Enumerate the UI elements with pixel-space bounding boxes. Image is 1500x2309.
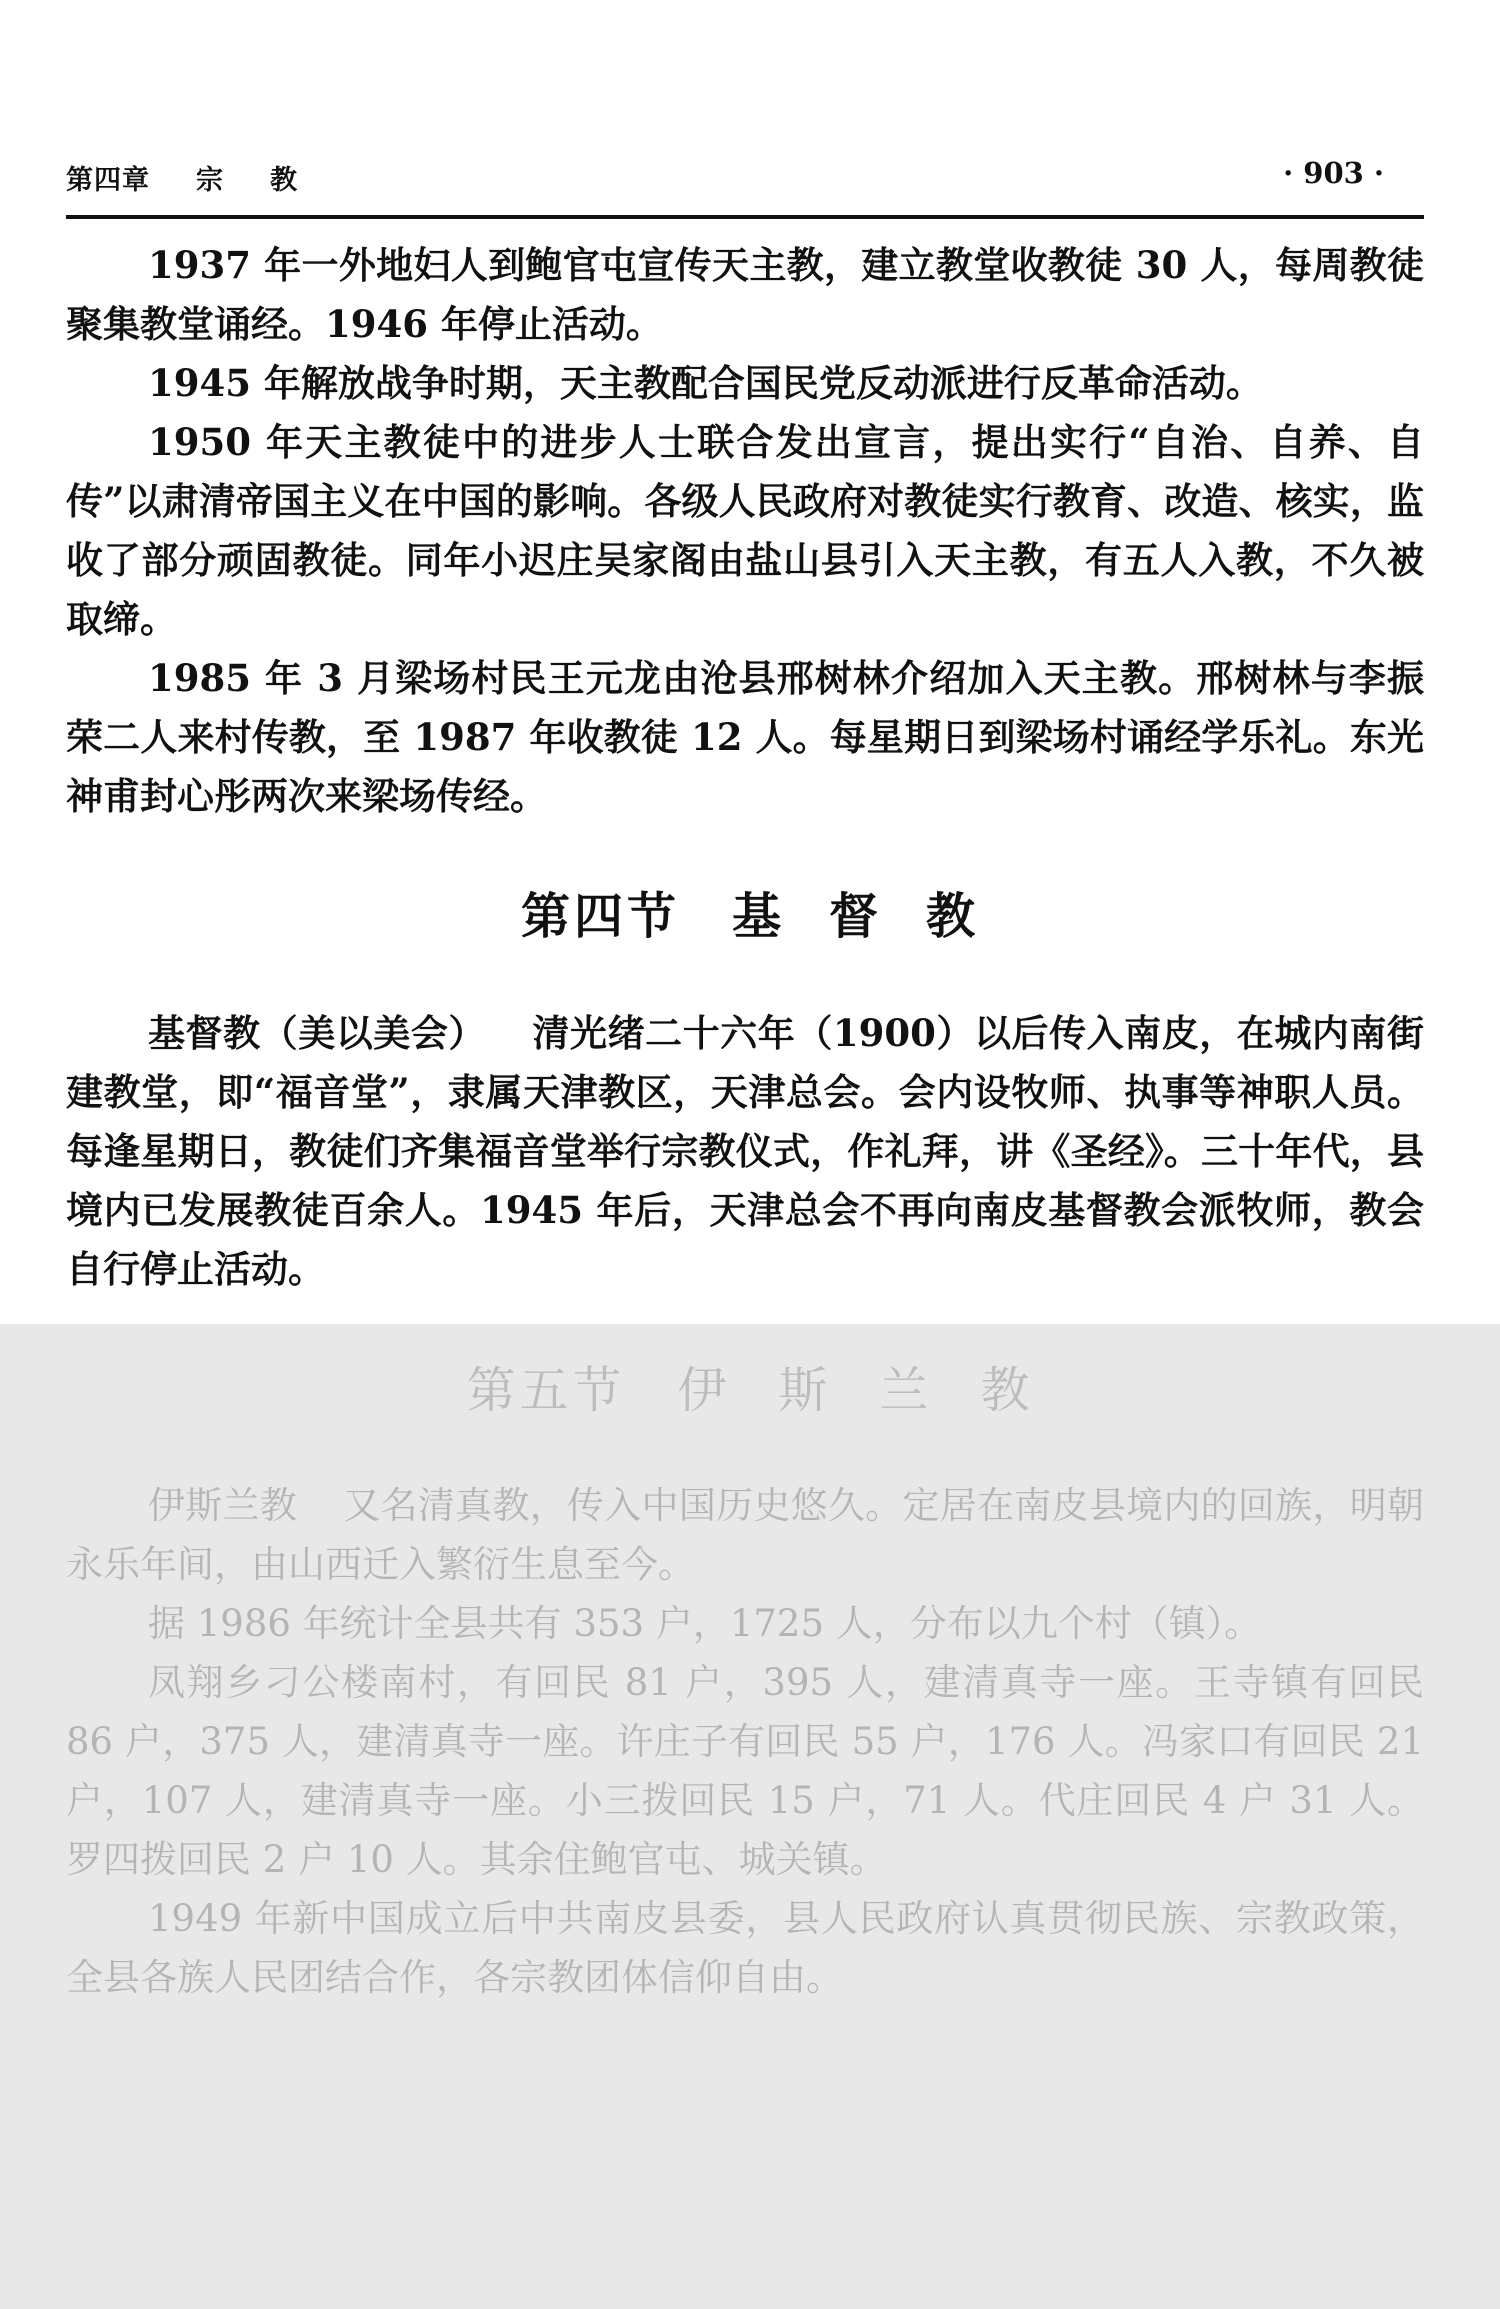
section-title-char: 教 xyxy=(926,887,980,945)
chapter-label: 第四章 xyxy=(66,165,150,196)
section-title-char: 教 xyxy=(980,1362,1034,1419)
islam-section xyxy=(66,1476,1424,2007)
paragraph: 1949 年新中国成立后中共南皮县委，县人民政府认真贯彻民族、宗教政策，全县各族人民团结合作，各宗教团体信仰自由。 xyxy=(66,1897,1424,1999)
chapter-char-2: 教 xyxy=(270,165,298,196)
paragraph: 1937 年一外地妇人到鲍官屯宣传天主教，建立教堂收教徒 30 人，每周教徒聚集教堂诵经。1946 年停止活动。 xyxy=(66,243,1424,346)
section-title-prefix: 第四节 xyxy=(520,887,680,945)
section-title-char: 伊 xyxy=(677,1362,731,1419)
term: 基督教（美以美会） xyxy=(148,1011,486,1055)
chapter-heading xyxy=(66,158,298,197)
paragraph xyxy=(66,1476,1424,1594)
section-title-char: 基 xyxy=(731,887,785,945)
paragraph xyxy=(66,1004,1424,1299)
paragraph: 1950 年天主教徒中的进步人士联合发出宣言，提出实行“自治、自养、自传”以肃清帝国主义在中国的影响。各级人民政府对教徒实行教育、改造、核实，监收了部分顽固教徒。同年小迟庄吴家阁由盐山县引入天主教，有五人入教，不久被取缔。 xyxy=(66,420,1424,641)
paragraph-body: 清光绪二十六年（1900）以后传入南皮，在城内南街建教堂，即“福音堂”，隶属天津教区，天津总会。会内设牧师、执事等神职人员。每逢星期日，教徒们齐集福音堂举行宗教仪式，作礼拜，讲《圣经》。三十年代，县境内已发展教徒百余人。1945 年后，天津总会不再向南皮基督教会派牧师，教会自行停止活动。 xyxy=(66,1011,1425,1291)
paragraph: 1945 年解放战争时期，天主教配合国民党反动派进行反革命活动。 xyxy=(148,361,1263,405)
term: 伊斯兰教 xyxy=(148,1484,298,1527)
paragraph: 1985 年 3 月梁场村民王元龙由沧县邢树林介绍加入天主教。邢树林与李振荣二人来村传教，至 1987 年收教徒 12 人。每星期日到梁场村诵经学乐礼。东光神甫封心彤两次来梁场传经。 xyxy=(66,656,1424,818)
faded-region xyxy=(0,1324,1500,2309)
catholic-section xyxy=(66,236,1424,826)
running-header xyxy=(66,150,1424,194)
section-title-char: 斯 xyxy=(778,1362,832,1419)
paragraph-body: 又名清真教，传入中国历史悠久。定居在南皮县境内的回族，明朝永乐年间，由山西迁入繁衍生息至今。 xyxy=(66,1484,1425,1586)
paragraph: 据 1986 年统计全县共有 353 户，1725 人，分布以九个村（镇）。 xyxy=(148,1602,1262,1645)
header-rule xyxy=(66,215,1424,219)
page-number: · 903 · xyxy=(1283,156,1384,190)
chapter-char-1: 宗 xyxy=(196,165,224,196)
section-title-char: 兰 xyxy=(879,1362,933,1419)
paragraph: 凤翔乡刁公楼南村，有回民 81 户，395 人，建清真寺一座。王寺镇有回民 86 户，375 人，建清真寺一座。许庄子有回民 55 户，176 人。冯家口有回民 21 户，107 人，建清真寺一座。小三拨回民 15 户，71 人。代庄回民 4 户 31 人。罗四拨回民 2 户 10 人。其余住鲍官屯、城关镇。 xyxy=(66,1661,1424,1881)
section-title-char: 督 xyxy=(829,887,883,945)
christian-section xyxy=(66,1004,1424,1299)
section-title-prefix: 第五节 xyxy=(466,1362,626,1419)
section-title-islam xyxy=(0,1352,1500,1422)
section-title-christianity xyxy=(0,878,1500,948)
